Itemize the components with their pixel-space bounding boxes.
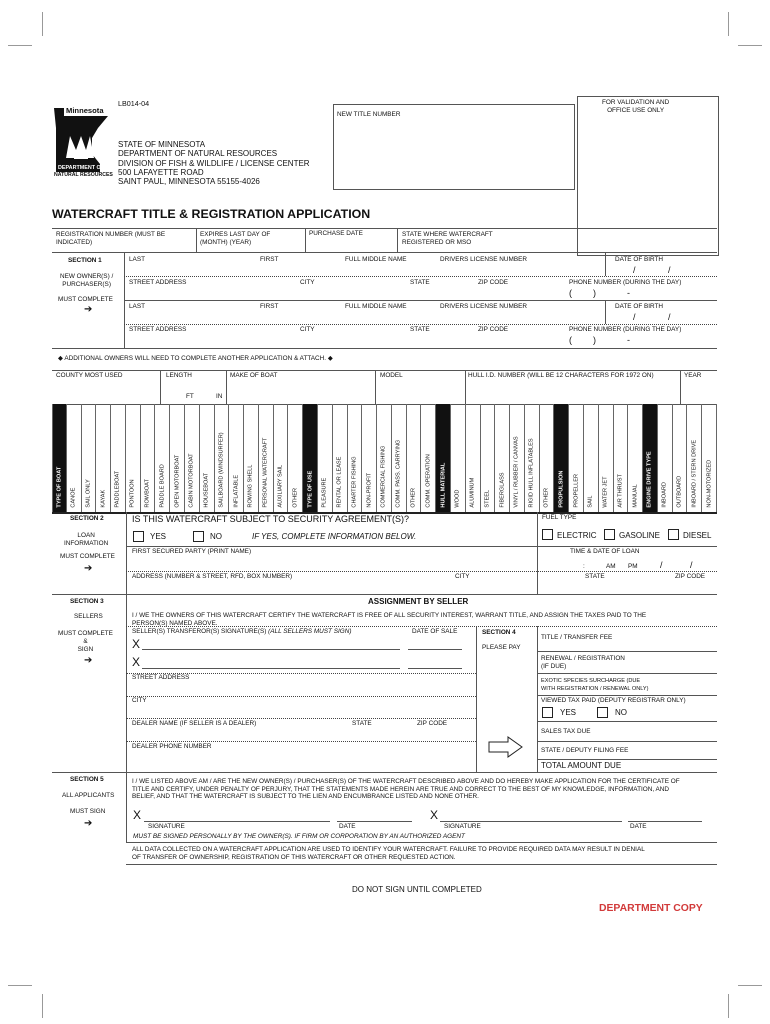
- type-column-label: WOOD: [454, 489, 461, 508]
- county-label: COUNTY MOST USED: [56, 372, 123, 379]
- type-column-option[interactable]: [687, 404, 702, 512]
- seller2-signature-line[interactable]: [142, 668, 400, 669]
- type-column-option[interactable]: [628, 404, 643, 512]
- type-column-label: COMM. OPERATION: [425, 454, 432, 508]
- exotic-species-label: EXOTIC SPECIES SURCHARGE (DUE WITH REGISTRATION / RENEWAL ONLY): [541, 678, 649, 692]
- owner1-street-label: STREET ADDRESS: [129, 279, 187, 286]
- dealer-name-label: DEALER NAME (IF SELLER IS A DEALER): [132, 720, 257, 727]
- fuel-electric-checkbox[interactable]: [542, 529, 553, 540]
- owner2-phone-dash: -: [627, 335, 630, 345]
- type-column-label: PROPELLER: [573, 474, 579, 508]
- type-column-option[interactable]: [155, 404, 170, 512]
- owner2-state-label: STATE: [410, 326, 430, 333]
- state-registered-label: STATE WHERE WATERCRAFT REGISTERED OR MSO: [402, 231, 493, 246]
- diamond-icon: ◆: [327, 355, 333, 362]
- sales-tax-label: SALES TAX DUE: [541, 728, 591, 735]
- viewed-tax-label: VIEWED TAX PAID (DEPUTY REGISTRAR ONLY): [541, 697, 686, 704]
- type-column-label: MANUAL: [632, 484, 639, 508]
- type-column-label: RENTAL OR LEASE: [336, 457, 343, 508]
- type-column-label: PADDLEBOAT: [114, 471, 121, 508]
- type-column-option[interactable]: [377, 404, 392, 512]
- validation-label: FOR VALIDATION AND OFFICE USE ONLY: [602, 99, 670, 114]
- type-column-label: SAIL: [587, 495, 594, 508]
- seller2-date-line[interactable]: [408, 668, 462, 669]
- agency-address: STATE OF MINNESOTA DEPARTMENT OF NATURAL RESOURCES DIVISION OF FISH & WILDLIFE / LICENSE CENTER 500 LAFAYETTE ROAD SAINT PAUL, MINNESOTA 55155-4026: [118, 140, 310, 187]
- owner2-phone-paren: ): [593, 335, 596, 345]
- crop-mark: [738, 985, 762, 986]
- ft-label: FT: [186, 393, 194, 400]
- type-column-label: RIGID HULL INFLATABLES: [528, 438, 535, 508]
- type-column-label: FIBERGLASS: [499, 472, 506, 508]
- dnr-logo: [52, 106, 113, 184]
- crop-mark: [8, 45, 32, 46]
- seller-street-label: STREET ADDRESS: [132, 674, 190, 681]
- type-column-label: NON-PROFIT: [366, 473, 373, 508]
- seller-certify-text: I / WE THE OWNERS OF THIS WATERCRAFT CERTIFY THE WATERCRAFT IS FREE OF ALL SECURITY INTEREST, WARRANT TITLE, AND ASSIGN THE TAXES PAID TO THE PERSON(S) NAMED ABOVE.: [132, 612, 647, 627]
- tax-paid-yes-checkbox[interactable]: [542, 707, 553, 718]
- logo-dept-line2: NATURAL RESOURCES: [54, 172, 113, 178]
- loan-state-label: STATE: [585, 573, 605, 580]
- type-column-option[interactable]: [407, 404, 422, 512]
- type-column-option[interactable]: [318, 404, 333, 512]
- type-column-option[interactable]: [421, 404, 436, 512]
- loan-address-label: ADDRESS (NUMBER & STREET, RFD, BOX NUMBER): [132, 573, 293, 580]
- type-column-label: CANOE: [70, 488, 77, 508]
- seller1-date-line[interactable]: [408, 649, 462, 650]
- expires-label: EXPIRES LAST DAY OF (MONTH) (YEAR): [200, 231, 271, 246]
- fuel-gasoline-checkbox[interactable]: [604, 529, 615, 540]
- owner2-middle-label: FULL MIDDLE NAME: [345, 303, 407, 310]
- security-no-checkbox[interactable]: [193, 531, 204, 542]
- type-column-label: INBOARD / STERN DRIVE: [691, 440, 698, 508]
- owner1-city-label: CITY: [300, 279, 315, 286]
- type-column-option[interactable]: [111, 404, 126, 512]
- type-column-label: COMMERCIAL FISHING: [380, 446, 387, 508]
- type-column-label: STEEL: [484, 490, 491, 508]
- type-column-option[interactable]: [614, 404, 629, 512]
- year-label: YEAR: [684, 372, 702, 379]
- section1-label: SECTION 1: [68, 257, 102, 264]
- new-title-label: NEW TITLE NUMBER: [337, 111, 401, 118]
- type-column-label: ROWBOAT: [144, 479, 151, 508]
- type-column-label: HULL MATERIAL: [440, 463, 446, 508]
- data-privacy-note: ALL DATA COLLECTED ON A WATERCRAFT APPLICATION ARE USED TO IDENTIFY YOUR WATERCRAFT. FAILURE TO PROVIDE REQUIRED DATA MAY RESULT IN DENIAL OF TRANSFER OF OWNERSHIP, REGISTRATION OF THIS WATERCRAFT OR OTHER REQUESTED ACTION.: [132, 846, 645, 861]
- applicant2-date-label: DATE: [630, 823, 647, 830]
- in-label: IN: [216, 393, 223, 400]
- type-column-option[interactable]: [126, 404, 141, 512]
- arrow-outline-icon: [488, 736, 524, 758]
- type-column-header: [52, 404, 67, 512]
- all-applicants-label: ALL APPLICANTS: [62, 792, 115, 799]
- type-column-label: PROPULSION: [558, 471, 565, 508]
- type-column-option[interactable]: [510, 404, 525, 512]
- type-column-option[interactable]: [525, 404, 540, 512]
- make-label: MAKE OF BOAT: [230, 372, 278, 379]
- owner2-dob-slash: /: [668, 312, 671, 322]
- type-column-option[interactable]: [259, 404, 274, 512]
- type-column-option[interactable]: [599, 404, 614, 512]
- type-column-label: SAILBOARD (WINDSURFER): [218, 432, 225, 508]
- crop-mark: [728, 994, 729, 1018]
- crop-mark: [738, 45, 762, 46]
- seller1-signature-line[interactable]: [142, 649, 400, 650]
- loan-city-label: CITY: [455, 573, 470, 580]
- owner2-drivers-label: DRIVERS LICENSE NUMBER: [440, 303, 528, 310]
- type-column-header: [643, 404, 658, 512]
- owner1-state-label: STATE: [410, 279, 430, 286]
- owner2-last-label: LAST: [129, 303, 145, 310]
- type-column-option[interactable]: [348, 404, 363, 512]
- dealer-phone-label: DEALER PHONE NUMBER: [132, 743, 212, 750]
- additional-owners-note: ◆ ADDITIONAL OWNERS WILL NEED TO COMPLETE ANOTHER APPLICATION & ATTACH. ◆: [58, 355, 333, 362]
- tax-paid-no-checkbox[interactable]: [597, 707, 608, 718]
- applicant1-date-label: DATE: [339, 823, 356, 830]
- fuel-electric-label: ELECTRIC: [557, 531, 597, 540]
- type-column-label: HOUSEBOAT: [203, 473, 210, 508]
- loan-zip-label: ZIP CODE: [675, 573, 706, 580]
- type-column-label: TYPE OF USE: [307, 471, 313, 508]
- type-column-option[interactable]: [67, 404, 82, 512]
- form-id: LB014-04: [118, 99, 150, 108]
- security-yes-checkbox[interactable]: [133, 531, 144, 542]
- hull-id-label: HULL I.D. NUMBER (WILL BE 12 CHARACTERS FOR 1972 ON): [468, 372, 654, 379]
- type-column-option[interactable]: [244, 404, 259, 512]
- type-column-option[interactable]: [333, 404, 348, 512]
- seller2-sign-x: X: [132, 655, 141, 669]
- type-column-label: VINYL / RUBBER / CANVAS: [513, 436, 520, 508]
- applicant2-signature-line[interactable]: [440, 821, 622, 822]
- please-pay-label: PLEASE PAY: [482, 644, 521, 651]
- type-column-label: SAIL ONLY: [85, 479, 92, 508]
- arrow-right-icon: ➔: [84, 818, 93, 829]
- owner2-phone-paren: (: [569, 335, 572, 345]
- type-column-label: INBOARD: [661, 482, 668, 508]
- security-yes-label: YES: [150, 532, 167, 541]
- type-column-option[interactable]: [185, 404, 200, 512]
- type-column-option[interactable]: [673, 404, 688, 512]
- loan-colon: :: [583, 563, 585, 570]
- owner2-city-label: CITY: [300, 326, 315, 333]
- logo-dept-line1: DEPARTMENT OF: [58, 165, 105, 171]
- applicant1-signature-label: SIGNATURE: [148, 823, 185, 830]
- owner1-phone-paren: ): [593, 288, 596, 298]
- owner1-phone-label: PHONE NUMBER (DURING THE DAY): [569, 279, 682, 286]
- type-column-label: TYPE OF BOAT: [56, 467, 63, 508]
- time-date-loan-label: TIME & DATE OF LOAN: [570, 548, 640, 555]
- type-column-option[interactable]: [274, 404, 289, 512]
- fuel-type-label: FUEL TYPE: [542, 514, 577, 521]
- type-column-option[interactable]: [229, 404, 244, 512]
- section2-label: SECTION 2: [70, 515, 104, 522]
- loan-pm: PM: [628, 563, 638, 570]
- must-be-signed-note: MUST BE SIGNED PERSONALLY BY THE OWNER(S). IF FIRM OR CORPORATION BY AN AUTHORIZED AGENT: [133, 833, 465, 840]
- type-column-header: [436, 404, 451, 512]
- dealer-state-label: STATE: [352, 720, 372, 727]
- owner2-phone-label: PHONE NUMBER (DURING THE DAY): [569, 326, 682, 333]
- type-column-label: AUXILIARY SAIL: [277, 465, 284, 508]
- owner2-street-label: STREET ADDRESS: [129, 326, 187, 333]
- first-secured-label: FIRST SECURED PARTY (PRINT NAME): [132, 548, 252, 555]
- applicant1-signature-line[interactable]: [144, 821, 330, 822]
- applicant2-signature-label: SIGNATURE: [444, 823, 481, 830]
- type-column-label: ALUMINUM: [469, 478, 476, 508]
- section3-label: SECTION 3: [70, 598, 104, 605]
- if-yes-note: IF YES, COMPLETE INFORMATION BELOW.: [252, 532, 417, 541]
- tax-paid-yes-label: YES: [560, 708, 577, 717]
- section5-label: SECTION 5: [70, 776, 104, 783]
- owner1-dob-slash: /: [633, 265, 636, 275]
- type-column-label: PONTOON: [129, 479, 136, 508]
- new-owners-label: NEW OWNER(S) / PURCHASER(S): [60, 273, 114, 288]
- seller-city-label: CITY: [132, 697, 147, 704]
- type-column-label: CABIN MOTORBOAT: [188, 453, 195, 508]
- loan-info-label: LOAN INFORMATION: [64, 532, 109, 547]
- type-column-label: PERSONAL WATERCRAFT: [262, 437, 269, 508]
- type-column-header: [303, 404, 318, 512]
- fuel-gasoline-label: GASOLINE: [619, 531, 660, 540]
- type-column-header: [554, 404, 569, 512]
- type-column-option[interactable]: [451, 404, 466, 512]
- applicant1-date-line[interactable]: [337, 821, 412, 822]
- length-label: LENGTH: [166, 372, 192, 379]
- sellers-label: SELLERS: [74, 613, 103, 620]
- owner1-drivers-label: DRIVERS LICENSE NUMBER: [440, 256, 528, 263]
- crop-mark: [42, 994, 43, 1018]
- type-column-label: INFLATABLE: [233, 475, 240, 508]
- arrow-right-icon: ➔: [84, 563, 93, 574]
- tax-paid-no-label: NO: [615, 708, 627, 717]
- type-column-label: COMM. PASS. CARRYING: [395, 440, 402, 508]
- type-column-option[interactable]: [495, 404, 510, 512]
- type-column-label: ENGINE DRIVE TYPE: [646, 451, 653, 508]
- owner2-dob-label: DATE OF BIRTH: [615, 303, 664, 310]
- fuel-diesel-checkbox[interactable]: [668, 529, 679, 540]
- loan-date-slash: /: [690, 560, 693, 570]
- applicant2-date-line[interactable]: [628, 821, 702, 822]
- do-not-sign-notice: DO NOT SIGN UNTIL COMPLETED: [352, 885, 482, 894]
- applicant1-sign-x: X: [133, 808, 142, 822]
- purchase-date-label: PURCHASE DATE: [309, 230, 363, 237]
- date-of-sale-label: DATE OF SALE: [412, 628, 458, 635]
- seller1-sign-x: X: [132, 637, 141, 651]
- reg-number-label: REGISTRATION NUMBER (MUST BE INDICATED): [56, 231, 166, 246]
- type-column-label: AIR THRUST: [617, 474, 624, 508]
- dealer-zip-label: ZIP CODE: [417, 720, 448, 727]
- owner1-phone-paren: (: [569, 288, 572, 298]
- crop-mark: [8, 985, 32, 986]
- owner1-dob-slash: /: [668, 265, 671, 275]
- arrow-right-icon: ➔: [84, 304, 93, 315]
- must-complete-label: MUST COMPLETE: [58, 296, 113, 303]
- security-no-label: NO: [210, 532, 222, 541]
- type-column-option[interactable]: [96, 404, 111, 512]
- type-column-option[interactable]: [569, 404, 584, 512]
- title-transfer-fee-label: TITLE / TRANSFER FEE: [541, 634, 613, 641]
- department-copy-label: DEPARTMENT COPY: [599, 903, 703, 914]
- type-column-label: PLEASURE: [321, 478, 328, 508]
- type-column-label: OTHER: [410, 488, 417, 508]
- type-column-option[interactable]: [170, 404, 185, 512]
- owner2-zip-label: ZIP CODE: [478, 326, 509, 333]
- type-column-option[interactable]: [200, 404, 215, 512]
- applicant2-sign-x: X: [430, 808, 439, 822]
- type-column-label: OPEN MOTORBOAT: [174, 455, 180, 508]
- type-column-option[interactable]: [82, 404, 97, 512]
- type-column-label: OTHER: [543, 488, 550, 508]
- must-sign-label: MUST SIGN: [70, 808, 106, 815]
- diamond-icon: ◆: [58, 355, 63, 362]
- type-column-option[interactable]: [702, 404, 717, 512]
- owner2-dob-slash: /: [633, 312, 636, 322]
- filing-fee-label: STATE / DEPUTY FILING FEE: [541, 747, 629, 754]
- type-column-option[interactable]: [658, 404, 673, 512]
- owner1-first-label: FIRST: [260, 256, 279, 263]
- validation-box: [577, 96, 719, 256]
- type-column-option[interactable]: [481, 404, 496, 512]
- type-column-option[interactable]: [141, 404, 156, 512]
- owner2-first-label: FIRST: [260, 303, 279, 310]
- form-title: WATERCRAFT TITLE & REGISTRATION APPLICATION: [52, 207, 371, 221]
- type-column-label: PADDLE BOARD: [159, 464, 166, 508]
- type-column-label: KAYAK: [100, 490, 107, 508]
- owner1-dob-label: DATE OF BIRTH: [615, 256, 664, 263]
- arrow-right-icon: ➔: [84, 655, 93, 666]
- type-column-option[interactable]: [392, 404, 407, 512]
- owner1-middle-label: FULL MIDDLE NAME: [345, 256, 407, 263]
- owner1-zip-label: ZIP CODE: [478, 279, 509, 286]
- security-question: IS THIS WATERCRAFT SUBJECT TO SECURITY AGREEMENT(S)?: [132, 514, 410, 524]
- type-column-option[interactable]: [540, 404, 555, 512]
- type-column-option[interactable]: [584, 404, 599, 512]
- section4-label: SECTION 4: [482, 629, 516, 636]
- type-column-option[interactable]: [288, 404, 303, 512]
- crop-mark: [42, 12, 43, 36]
- type-columns-grid: [52, 404, 717, 512]
- section3-must-complete: MUST COMPLETE & SIGN: [58, 630, 113, 653]
- loan-am: AM: [606, 563, 616, 570]
- crop-mark: [728, 12, 729, 36]
- type-column-label: NON-MOTORIZED: [706, 460, 712, 508]
- applicant-statement: I / WE LISTED ABOVE AM / ARE THE NEW OWNER(S) / PURCHASER(S) OF THE WATERCRAFT DESCRIBED ABOVE AND DO HEREBY MAKE APPLICATION FOR THE CERTIFICATE OF TITLE AND CERTIFY, UNDER PENALTY OF PERJURY, THAT THE STATEMENTS MADE HEREIN ARE TRUE AND CORRECT TO THE BEST OF MY KNOWLEDGE, INFORMATION, AND BELIEF, AND THAT THE WATERCRAFT IS SUBJECT TO THE LIEN AND ENCUMBRANCE LISTED AND NONE OTHER.: [132, 778, 680, 801]
- renewal-fee-label: RENEWAL / REGISTRATION (IF DUE): [541, 655, 625, 670]
- type-column-option[interactable]: [362, 404, 377, 512]
- type-column-label: ROWING SHELL: [247, 465, 254, 508]
- type-column-label: OUTBOARD: [676, 476, 683, 508]
- section2-must-complete: MUST COMPLETE: [60, 553, 115, 560]
- seller-signatures-label: SELLER(S) TRANSFEROR(S) SIGNATURE(S) (ALL SELLERS MUST SIGN): [132, 628, 352, 635]
- owner1-last-label: LAST: [129, 256, 145, 263]
- model-label: MODEL: [380, 372, 403, 379]
- logo-state-name: Minnesota: [66, 106, 104, 115]
- type-column-option[interactable]: [215, 404, 230, 512]
- type-column-label: OTHER: [292, 488, 299, 508]
- owner1-phone-dash: -: [627, 288, 630, 298]
- type-column-label: WATER JET: [602, 476, 609, 508]
- type-column-option[interactable]: [466, 404, 481, 512]
- type-column-label: CHARTER FISHING: [351, 456, 358, 508]
- assignment-title: ASSIGNMENT BY SELLER: [368, 597, 469, 606]
- loan-date-slash: /: [660, 560, 663, 570]
- fuel-diesel-label: DIESEL: [683, 531, 712, 540]
- total-amount-due-label: TOTAL AMOUNT DUE: [541, 761, 622, 770]
